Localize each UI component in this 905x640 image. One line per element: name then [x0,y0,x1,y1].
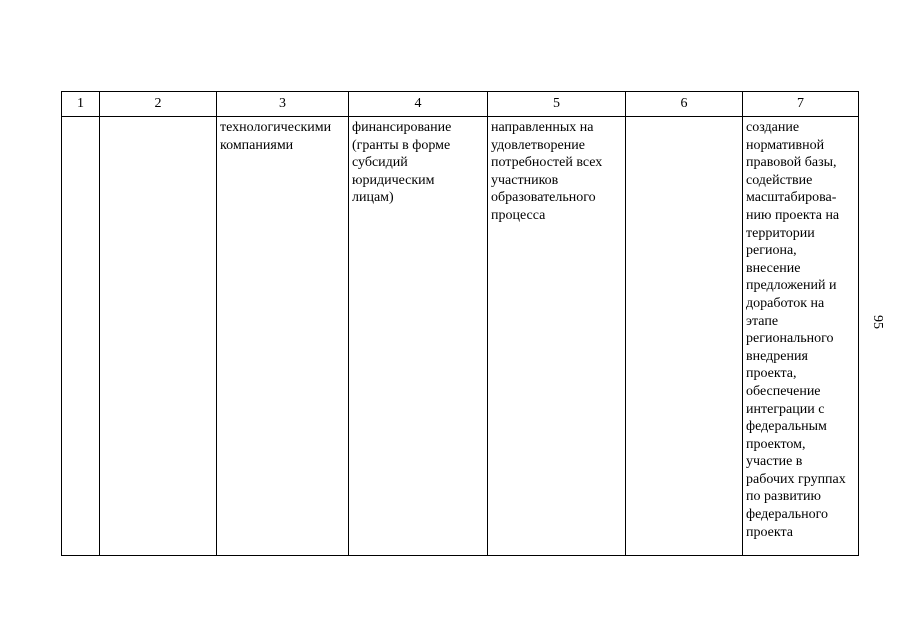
row-cell-6 [626,117,743,556]
page-number: 95 [870,315,885,329]
row-cell-6-text [626,117,742,119]
header-cell-7: 7 [743,92,859,117]
header-cell-6: 6 [626,92,743,117]
document-table [61,91,859,556]
header-cell-2: 2 [100,92,217,117]
table-row [62,117,859,556]
header-cell-3: 3 [217,92,349,117]
table-header-row [62,92,859,117]
row-cell-4-text: финансирование (гранты в форме субсидий юридическим лицам) [352,120,452,206]
row-cell-3-text: технологическими компаниями [220,120,332,153]
header-cell-5: 5 [488,92,626,117]
row-cell-3 [217,117,349,556]
row-cell-5 [488,117,626,556]
row-cell-7-text: создание нормативной правовой базы, содействие масштабирова- нию проекта на территории региона, внесение предложений и доработок на этапе регионального внедрения проекта, обеспечение интеграции с федеральным проектом, участие в рабочих группах по развитию федерального проекта [746,120,846,540]
header-cell-1: 1 [62,92,100,117]
row-cell-1 [62,117,100,556]
row-cell-4 [349,117,488,556]
row-cell-2 [100,117,217,556]
row-cell-1-text [62,117,99,119]
header-cell-4: 4 [349,92,488,117]
row-cell-5-text: направленных на удовлетворение потребностей всех участников образовательного процесса [491,120,603,223]
row-cell-7 [743,117,859,556]
row-cell-2-text [100,117,216,119]
